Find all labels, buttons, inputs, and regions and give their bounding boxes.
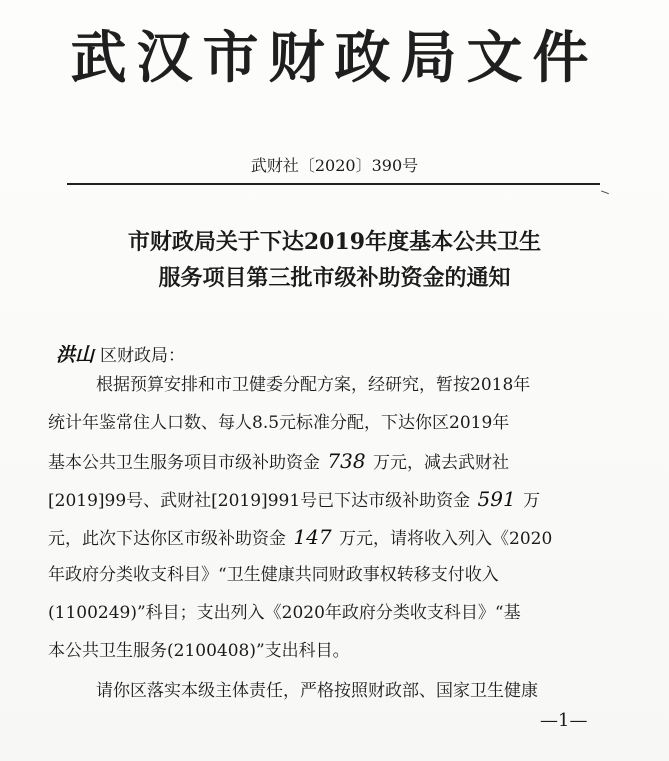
header-divider [67, 183, 600, 185]
p1-line-6: 年政府分类收支科目》“卫生健康共同财政事权转移支付收入 [48, 565, 499, 585]
notice-title-line-2: 服务项目第三批市级补助资金的通知 [158, 265, 511, 291]
p1-line-7: (1100249)”科目；支出列入《2020年政府分类收支科目》“基 [48, 603, 521, 623]
masthead-title: 武汉市财政局文件 [70, 25, 599, 91]
p1-line-3-text-b: 万元，减去武财社 [373, 453, 509, 473]
paragraph-2 [48, 672, 614, 710]
p1-line-5 [48, 518, 614, 556]
p1-line-1: 根据预算安排和市卫健委分配方案，经研究，暂按2018年 [96, 375, 531, 395]
document-number: 武财社〔2020〕390号 [250, 156, 419, 175]
notice-title-line-1: 市财政局关于下达2019年度基本公共卫生 [127, 229, 542, 255]
p1-line-4-text-a: [2019]99号、武财社[2019]991号已下达市级补助资金 [48, 491, 471, 511]
recipient-label: 区财政局： [100, 346, 186, 366]
handwritten-amount-total: 738 [327, 449, 366, 473]
p1-line-4 [48, 480, 614, 518]
p1-line-5-text-b: 万元，请将收入列入《2020 [339, 529, 553, 549]
p1-line-3-text-a: 基本公共卫生服务项目市级补助资金 [48, 453, 320, 473]
handwritten-district: 洪山 [56, 344, 95, 366]
p1-line-2: 统计年鉴常住人口数、每人8.5元标准分配，下达你区2019年 [48, 413, 510, 433]
handwritten-amount-current: 147 [293, 525, 332, 549]
p1-line-3 [48, 442, 614, 480]
paragraph-1 [48, 366, 614, 670]
recipient-line [56, 342, 185, 369]
divider-mark [601, 185, 611, 194]
p1-line-4-text-b: 万 [523, 491, 541, 511]
p2-line-1: 请你区落实本级主体责任，严格按照财政部、国家卫生健康 [96, 681, 538, 701]
p1-line-8: 本公共卫生服务(2100408)”支出科目。 [48, 641, 350, 661]
p1-line-5-text-a: 元，此次下达你区市级补助资金 [48, 529, 286, 549]
page-number: —1— [540, 710, 588, 731]
handwritten-amount-issued: 591 [477, 487, 516, 511]
